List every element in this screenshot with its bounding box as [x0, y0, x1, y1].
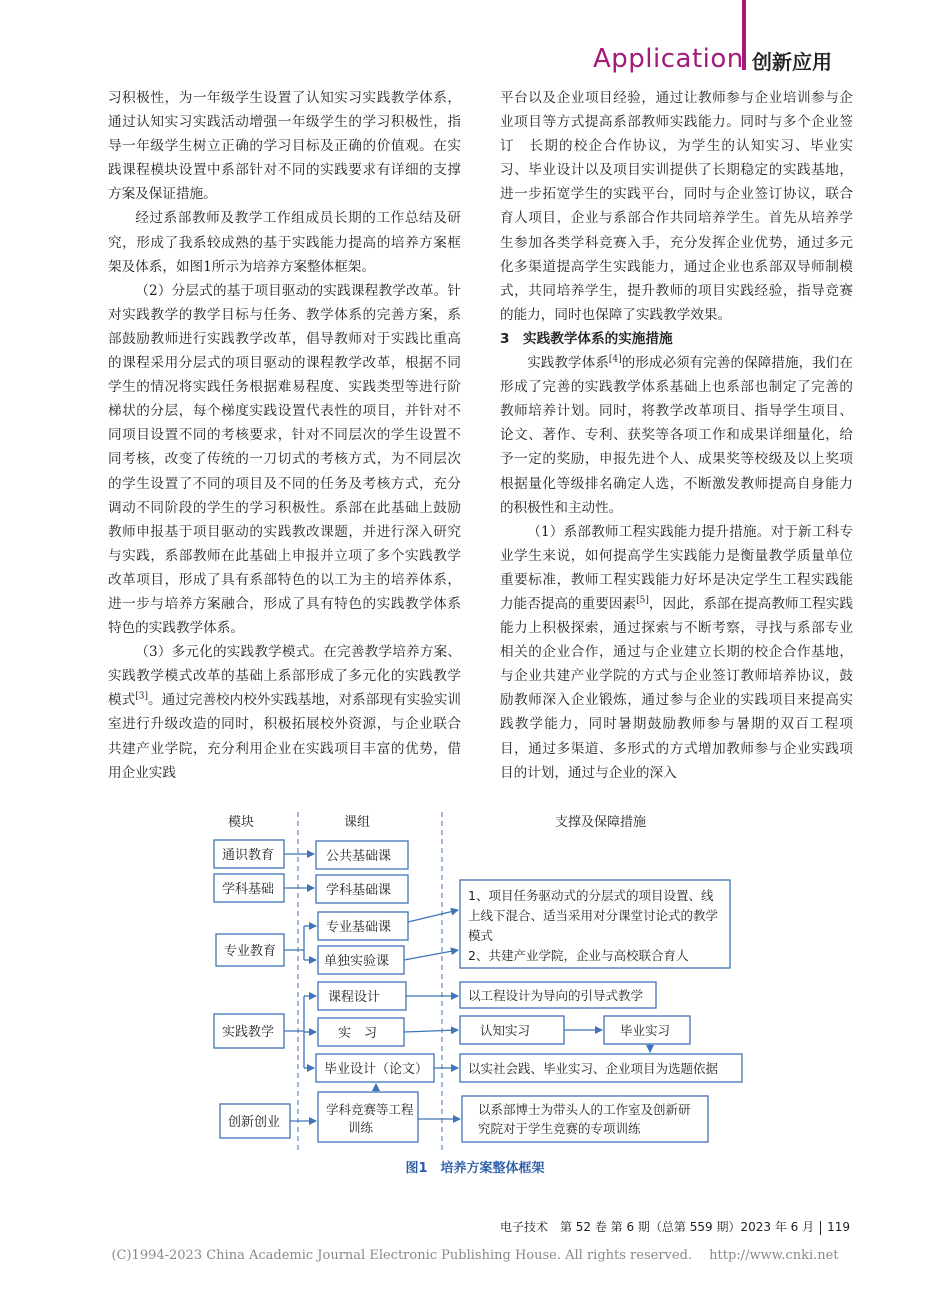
course-label: 公共基础课 — [326, 849, 392, 864]
paragraph-text: 。通过完善校内校外实践基地，对系部现有实验实训室进行升级改造的同时，积极拓展校外资源，与企业联合共建产业学院，充分利用企业在实践项目丰富的优势，借用企业实践 — [108, 692, 462, 781]
measure-line: 模式 — [468, 928, 494, 943]
paragraph: 经过系部教师及教学工作组成员长期的工作总结及研究，形成了我系较成熟的基于实践能力提高的培养方案框架及体系，如图1所示为培养方案整体框架。 — [108, 210, 461, 275]
paragraph: 习积极性，为一年级学生设置了认知实习实践教学体系，通过认知实习实践活动增强一年级学生的学习积极性，指导一年级学生树立正确的学习目标及正确的价值观。在实践课程模块设置中系部针对不同的实践要求有详细的支撑方案及保证措施。 — [108, 90, 461, 203]
course-label: 单独实验课 — [324, 954, 390, 969]
section-heading: 3 实践教学体系的实施措施 — [500, 330, 673, 347]
paragraph — [500, 351, 853, 520]
paragraph-text: （3）多元化的实践教学模式。在完善教学培养方案、实践教学模式改革的基础上系部形成了多元化的实践教学模式 — [108, 644, 461, 709]
measure-line: 以系部博士为带头人的工作室及创新研 — [478, 1102, 691, 1117]
course-label: 毕业设计（论文） — [324, 1062, 429, 1077]
paragraph-text: （1）系部教师工程实践能力提升措施。对于新工科专业学生来说，如何提高学生实践能力是衡量教学质量单位重要标准，教师工程实践能力好坏是决定学生工程实践能力能否提高的重要因素 — [500, 523, 853, 612]
paragraph: （2）分层式的基于项目驱动的实践课程教学改革。针对实践教学的教学目标与任务、教学体系的完善方案，系部鼓励教师进行实践教学改革，倡导教师对于实践比重高的课程采用分层式的项目驱动的课程教学改革，根据不同学生的情况将实践任务根据难易程度、实践类型等进行阶梯状的分层，每个梯度实践设置代表性的项目，并针对不同项目设置不同的考核要求，针对不同层次的学生设置不同考核，改变了传统的一刀切式的考核方式，为不同层次的学生设置了不同的项目及不同的任务及考核方式，充分调动不同阶段的学生的学习积极性。系部在此基础上鼓励教师申报基于项目驱动的实践教改课题，并进行深入研究与实践，系部教师在此基础上申报并立项了多个实践教学改革项目，形成了具有系部特色的以工为主的培养体系，进一步与培养方案融合，形成了具有特色的实践教学体系特色的实践教学体系。 — [108, 282, 461, 637]
paragraph-text: 实践教学体系 — [527, 355, 609, 372]
right-column — [500, 86, 853, 785]
course-label: 学科基础课 — [326, 883, 392, 898]
measure-line: 上线下混合、适当采用对分课堂讨论式的教学 — [468, 908, 719, 923]
measure-line: 1、项目任务驱动式的分层式的项目设置、线 — [468, 888, 714, 903]
course-label-line: 训练 — [348, 1120, 374, 1135]
measure-line: 究院对于学生竞赛的专项训练 — [478, 1121, 641, 1136]
course-label: 专业基础课 — [326, 920, 392, 935]
paragraph-text: ，因此，系部在提高教师工程实践能力上积极探索，通过探索与不断考察，寻找与系部专业相关的企业合作，通过与企业建立长期的校企合作基地，与企业共建产业学院的方式与企业签订教师培养协议，鼓励教师深入企业锻炼，通过参与企业的实践项目来提高实践教学能力，同时暑期鼓励教师参与暑期的双百工程项目，通过多渠道、多形式的方式增加教师参与企业实践项目的计划，通过与企业的深入 — [500, 595, 854, 781]
framework-diagram — [200, 810, 750, 1155]
course-label-line: 学科竞赛等工程 — [326, 1102, 414, 1117]
paragraph — [108, 640, 461, 785]
journal-info: 电子技术 第 52 卷 第 6 期（总第 559 期）2023 年 6 月 — [499, 1220, 815, 1234]
diagram-header-module: 模块 — [228, 815, 255, 830]
module-label: 专业教育 — [224, 944, 277, 959]
paragraph — [500, 520, 853, 785]
left-column — [108, 86, 461, 785]
measure-label: 以工程设计为导向的引导式教学 — [468, 988, 644, 1003]
course-label: 实 习 — [338, 1026, 378, 1041]
diagram-header-measures: 支撑及保障措施 — [555, 815, 647, 830]
citation-ref[interactable]: [5] — [636, 595, 649, 606]
module-label: 实践教学 — [222, 1025, 275, 1040]
course-label: 课程设计 — [328, 990, 381, 1005]
footer-divider — [820, 1221, 821, 1235]
paragraph: 平台以及企业项目经验，通过让教师参与企业培训参与企业项目等方式提高系部教师实践能力。同时与多个企业签订 长期的校企合作协议，为学生的认知实习、毕业实习、毕业设计以及项目实训提供了长期稳定的实践基地，进一步拓宽学生的实践平台，同时与企业签订协议，联合育人项目，企业与系部合作共同培养学生。首先从培养学生参加各类学科竞赛入手，充分发挥企业优势，通过多元化多渠道提高学生实践能力，通过企业也系部双导师制模式，共同培养学生，提升教师的项目实践经验，指导竞赛的能力，同时也保障了实践教学效果。 — [500, 90, 853, 323]
page-footer — [480, 1218, 850, 1235]
measure-label: 毕业实习 — [620, 1023, 671, 1038]
module-label: 创新创业 — [228, 1115, 281, 1130]
paragraph-text: 的形成必须有完善的保障措施，我们在形成了完善的实践教学体系基础上也系部也制定了完善的教师培养计划。同时，将教学改革项目、指导学生项目、论文、著作、专利、获奖等各项工作和成果详细量化，给予一定的奖励，申报先进个人、成果奖等校级及以上奖项根据量化等级排名确定人选，不断激发教师提高自身能力的积极性和主动性。 — [500, 355, 854, 516]
measure-line: 2、共建产业学院，企业与高校联合育人 — [468, 948, 689, 963]
course-label — [326, 1102, 414, 1135]
module-label: 学科基础 — [222, 882, 275, 897]
citation-ref[interactable]: [3] — [135, 691, 148, 702]
diagram-header-course-group: 课组 — [344, 815, 371, 830]
figure-caption: 图1 培养方案整体框架 — [405, 1161, 545, 1176]
citation-ref[interactable]: [4] — [608, 354, 622, 365]
header-brand-cn: 创新应用 — [752, 50, 832, 74]
header-brand-en: Application — [593, 44, 744, 74]
module-label: 通识教育 — [222, 848, 275, 863]
copyright-notice: (C)1994-2023 China Academic Journal Electronic Publishing House. All rights reserved. http://www.cnki.net — [111, 1248, 839, 1263]
measure-label: 以实社会践、毕业实习、企业项目为选题依据 — [468, 1061, 719, 1076]
page-number: 119 — [827, 1220, 850, 1234]
measure-label: 认知实习 — [480, 1023, 531, 1038]
